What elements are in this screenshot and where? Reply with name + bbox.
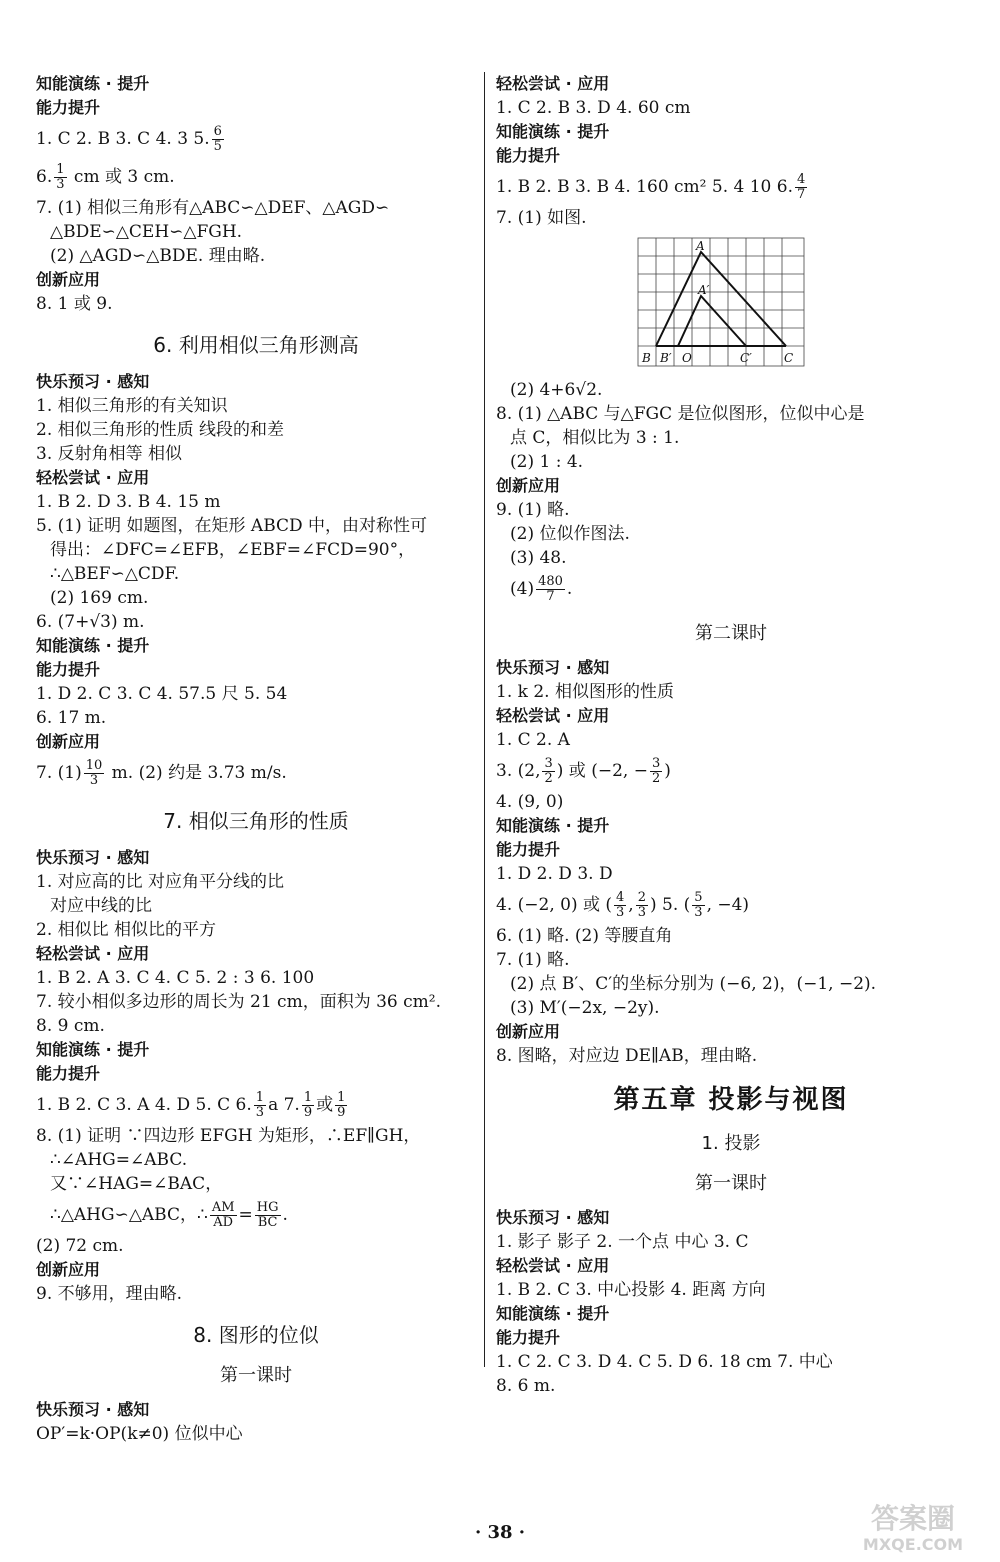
- answer-line: 8. 6 m.: [496, 1376, 556, 1396]
- answer-line: 1. 影子 影子 2. 一个点 中心 3. C: [496, 1232, 749, 1252]
- label-a: A: [696, 239, 705, 253]
- answer-line: 2. 相似比 相似比的平方: [36, 920, 217, 940]
- answer-line: 1. D 2. D 3. D: [496, 864, 613, 884]
- answer-line: (2) △AGD∽△BDE. 理由略.: [50, 246, 266, 266]
- answer-line: (2) 点 B′、C′的坐标分别为 (−6, 2)，(−1, −2).: [510, 974, 877, 994]
- page-number: · 38 ·: [474, 1522, 526, 1543]
- section-title: 8. 图形的位似: [193, 1323, 319, 1347]
- watermark-logo: [838, 1496, 988, 1556]
- heading: 创新应用: [36, 1260, 101, 1279]
- fraction: $\frac{6}{5}$: [213, 124, 222, 154]
- heading: 能力提升: [496, 840, 561, 859]
- answer-line: 1. B 2. A 3. C 4. C 5. 2 : 3 6. 100: [36, 968, 315, 988]
- heading: 轻松尝试 · 应用: [36, 468, 150, 487]
- answer-line: 6. (7+√3) m.: [36, 612, 145, 632]
- grid-figure: [636, 236, 806, 368]
- answer-line: ∴∠AHG=∠ABC.: [50, 1150, 188, 1170]
- answer-line: 8. 9 cm.: [36, 1016, 105, 1036]
- fraction: $\frac{1}{3}$: [255, 1090, 265, 1120]
- heading: 创新应用: [36, 270, 101, 289]
- answer-line: (3) M′(−2x, −2y).: [510, 998, 660, 1018]
- answer-line: 8. (1) △ABC 与△FGC 是位似图形，位似中心是: [496, 404, 865, 424]
- answer-line: 1. B 2. D 3. B 4. 15 m: [36, 492, 221, 512]
- answer-line: 1. C 2. B 3. D 4. 60 cm: [496, 98, 691, 118]
- answer-line: OP′=k·OP(k≠0) 位似中心: [36, 1424, 243, 1444]
- answer-line: 1. B 2. C 3. A 4. D 5. C 6. $\frac{1}{3}$ a 7. $\frac{1}{9}$ 或 $\frac{1}{9}$: [36, 1090, 346, 1120]
- answer-line: 对应中线的比: [50, 896, 152, 916]
- answer-line: 点 C，相似比为 3 : 1.: [510, 428, 680, 448]
- answer-line: 8. 图略，对应边 DE∥AB，理由略.: [496, 1046, 758, 1066]
- answer-line: (2) 1 : 4.: [510, 452, 584, 472]
- right-column: [496, 72, 966, 1398]
- heading: 快乐预习 · 感知: [36, 1400, 150, 1419]
- heading: 轻松尝试 · 应用: [36, 944, 150, 963]
- label-c-prime: C′: [740, 351, 752, 365]
- heading: 快乐预习 · 感知: [496, 1208, 610, 1227]
- heading: 能力提升: [36, 1064, 101, 1083]
- column-divider: [484, 72, 485, 1367]
- answer-line: (2) 72 cm.: [36, 1236, 124, 1256]
- heading: 轻松尝试 · 应用: [496, 1256, 610, 1275]
- watermark-text: 答案圈: [870, 1502, 956, 1535]
- answer-line: 8. 1 或 9.: [36, 294, 113, 314]
- answer-line: 7. (1) 相似三角形有△ABC∽△DEF、△AGD∽: [36, 198, 390, 218]
- answer-line: 6. $\frac{1}{3}$ cm 或 3 cm.: [36, 162, 175, 192]
- heading: 知能演练 · 提升: [496, 122, 610, 141]
- answer-line: (2) 169 cm.: [50, 588, 149, 608]
- answer-line: 7. (1) 略.: [496, 950, 570, 970]
- heading: 轻松尝试 · 应用: [496, 706, 610, 725]
- fraction: $\frac{4}{3}$: [616, 890, 625, 920]
- lesson-title: 第一课时: [220, 1365, 292, 1386]
- answer-line: 1. C 2. B 3. C 4. 3 5. $\frac{6}{5}$: [36, 124, 222, 154]
- answer-line: 5. (1) 证明 如题图，在矩形 ABCD 中，由对称性可: [36, 516, 428, 536]
- heading: 知能演练 · 提升: [36, 1040, 150, 1059]
- watermark-url: MXQE.COM: [862, 1535, 964, 1554]
- answer-line: 2. 相似三角形的性质 线段的和差: [36, 420, 285, 440]
- fraction: $\frac{1}{9}$: [337, 1090, 346, 1120]
- answer-line: 3. 反射角相等 相似: [36, 444, 183, 464]
- answer-line: 1. B 2. C 3. 中心投影 4. 距离 方向: [496, 1280, 766, 1300]
- answer-line: 6. (1) 略. (2) 等腰直角: [496, 926, 673, 946]
- answer-line: ∴△BEF∽△CDF.: [50, 564, 180, 584]
- fraction: $\frac{HG}{BC}$: [256, 1200, 279, 1230]
- heading: 创新应用: [496, 1022, 561, 1041]
- label-b: B: [642, 351, 651, 365]
- answer-line: 又∵∠HAG=∠BAC，: [50, 1174, 223, 1194]
- heading: 快乐预习 · 感知: [36, 372, 150, 391]
- lesson-title: 第二课时: [695, 623, 767, 644]
- section-title: 1. 投影: [701, 1133, 761, 1154]
- lesson-title: 第一课时: [695, 1173, 767, 1194]
- heading: 轻松尝试 · 应用: [496, 74, 610, 93]
- chapter-title: 第五章 投影与视图: [613, 1085, 849, 1115]
- answer-line: (3) 48.: [510, 548, 567, 568]
- heading: 知能演练 · 提升: [36, 74, 150, 93]
- heading: 知能演练 · 提升: [496, 1304, 610, 1323]
- answer-line: △BDE∽△CEH∽△FGH.: [50, 222, 243, 242]
- answer-line: 1. B 2. B 3. B 4. 160 cm² 5. 4 10 6. $\frac{4}{7}$: [496, 172, 806, 202]
- fraction: $\frac{3}{2}$: [651, 756, 661, 786]
- answer-line: ∴△AHG∽△ABC，∴ $\frac{AM}{AD}$ = $\frac{HG}{BC}$ .: [50, 1200, 288, 1230]
- answer-line: 1. C 2. C 3. D 4. C 5. D 6. 18 cm 7. 中心: [496, 1352, 833, 1372]
- heading: 能力提升: [496, 146, 561, 165]
- answer-line: 4. (−2, 0) 或 ( $\frac{4}{3}$ , $\frac{2}{3}$ ) 5. ( $\frac{5}{3}$ , −4): [496, 890, 750, 920]
- heading: 创新应用: [36, 732, 101, 751]
- heading: 能力提升: [36, 660, 101, 679]
- fraction: $\frac{5}{3}$: [694, 890, 703, 920]
- answer-line: 7. (1) 如图.: [496, 208, 587, 228]
- section-title: 6. 利用相似三角形测高: [153, 333, 359, 357]
- answer-line: 6. 17 m.: [36, 708, 107, 728]
- fraction: $\frac{AM}{AD}$: [211, 1200, 235, 1230]
- heading: 创新应用: [496, 476, 561, 495]
- answer-line: 9. 不够用，理由略.: [36, 1284, 183, 1304]
- heading: 知能演练 · 提升: [496, 816, 610, 835]
- answer-line: 9. (1) 略.: [496, 500, 570, 520]
- fraction: $\frac{2}{3}$: [637, 890, 646, 920]
- triangle-abc: [656, 252, 786, 346]
- heading: 快乐预习 · 感知: [36, 848, 150, 867]
- fraction: $\frac{480}{7}$: [538, 574, 563, 604]
- answer-line: 得出：∠DFC=∠EFB，∠EBF=∠FCD=90°，: [50, 540, 416, 560]
- fraction: $\frac{1}{3}$: [56, 162, 65, 192]
- heading: 能力提升: [36, 98, 101, 117]
- answer-line: 1. 相似三角形的有关知识: [36, 396, 228, 416]
- heading: 知能演练 · 提升: [36, 636, 150, 655]
- triangle-a2b2c2: [678, 296, 746, 346]
- answer-line: 7. (1) $\frac{10}{3}$ m. (2) 约是 3.73 m/s.: [36, 758, 287, 788]
- answer-line: 7. 较小相似多边形的周长为 21 cm，面积为 36 cm².: [36, 992, 442, 1012]
- label-a-prime: A′: [698, 283, 710, 297]
- answer-line: 3. (2, $\frac{3}{2}$ ) 或 (−2, − $\frac{3}{2}$ ): [496, 756, 671, 786]
- fraction: $\frac{1}{9}$: [303, 1090, 313, 1120]
- answer-line: 4. (9, 0): [496, 792, 564, 812]
- answer-line: 1. k 2. 相似图形的性质: [496, 682, 674, 702]
- answer-line: 1. 对应高的比 对应角平分线的比: [36, 872, 285, 892]
- answer-line: (2) 位似作图法.: [510, 524, 630, 544]
- label-b-prime: B′: [660, 351, 672, 365]
- label-c: C: [784, 351, 794, 365]
- answer-line: (4) $\frac{480}{7}$ .: [510, 574, 573, 604]
- answer-line: 8. (1) 证明 ∵四边形 EFGH 为矩形，∴EF∥GH，: [36, 1126, 421, 1146]
- answer-line: 1. C 2. A: [496, 730, 570, 750]
- heading: 快乐预习 · 感知: [496, 658, 610, 677]
- fraction: $\frac{10}{3}$: [85, 758, 103, 788]
- answer-line: (2) 4+6√2.: [510, 380, 603, 400]
- left-column: [36, 72, 476, 1446]
- fraction: $\frac{4}{7}$: [797, 172, 806, 202]
- heading: 能力提升: [496, 1328, 561, 1347]
- fraction: $\frac{3}{2}$: [544, 756, 553, 786]
- answer-line: 1. D 2. C 3. C 4. 57.5 尺 5. 54: [36, 684, 288, 704]
- section-title: 7. 相似三角形的性质: [163, 809, 349, 833]
- label-o: O: [682, 351, 692, 365]
